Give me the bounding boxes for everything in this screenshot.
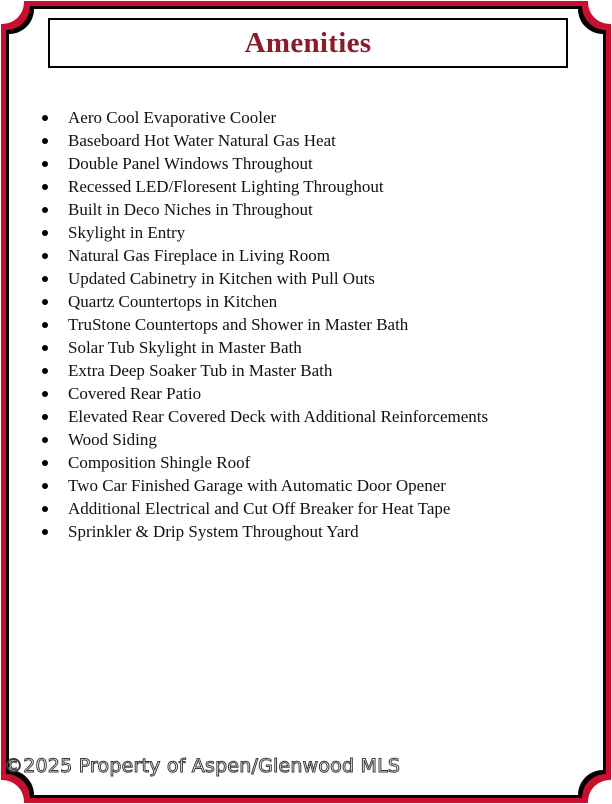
- list-item-text: Double Panel Windows Throughout: [68, 153, 313, 173]
- list-item: [38, 221, 488, 244]
- list-item: [38, 382, 488, 405]
- bullet-icon: [42, 322, 48, 328]
- list-item: [38, 290, 488, 313]
- bullet-icon: [42, 483, 48, 489]
- list-item: [38, 267, 488, 290]
- bullet-icon: [42, 437, 48, 443]
- list-item: [38, 405, 488, 428]
- bullet-icon: [42, 529, 48, 535]
- list-item-text: Built in Deco Niches in Throughout: [68, 199, 313, 219]
- list-item-text: Skylight in Entry: [68, 222, 186, 242]
- bullet-icon: [42, 161, 48, 167]
- list-item-text: Baseboard Hot Water Natural Gas Heat: [68, 130, 336, 150]
- list-item-text: Solar Tub Skylight in Master Bath: [68, 337, 302, 357]
- list-item: [38, 359, 488, 382]
- bullet-icon: [42, 506, 48, 512]
- list-item: [38, 451, 488, 474]
- bullet-icon: [42, 276, 48, 282]
- list-item: [38, 474, 488, 497]
- list-item-text: Quartz Countertops in Kitchen: [68, 291, 278, 311]
- list-item-text: Additional Electrical and Cut Off Breaker for Heat Tape: [68, 498, 451, 518]
- list-item-text: Two Car Finished Garage with Automatic Door Opener: [68, 475, 446, 495]
- watermark: ©2025 Property of Aspen/Glenwood MLS: [4, 755, 401, 777]
- list-item-text: TruStone Countertops and Shower in Master Bath: [68, 314, 409, 334]
- list-item: [38, 175, 488, 198]
- list-item-text: Updated Cabinetry in Kitchen with Pull Outs: [68, 268, 375, 288]
- list-item-text: Covered Rear Patio: [68, 383, 202, 403]
- list-item: [38, 198, 488, 221]
- page-title: Amenities: [244, 26, 372, 59]
- list-item: [38, 428, 488, 451]
- bullet-icon: [42, 184, 48, 190]
- list-item: [38, 244, 488, 267]
- bullet-icon: [42, 299, 48, 305]
- list-item-text: Natural Gas Fireplace in Living Room: [68, 245, 331, 265]
- list-item-text: Aero Cool Evaporative Cooler: [68, 107, 277, 127]
- amenity-list: [38, 106, 488, 543]
- bullet-icon: [42, 138, 48, 144]
- title-box: [48, 18, 568, 68]
- bullet-icon: [42, 368, 48, 374]
- list-item-text: Extra Deep Soaker Tub in Master Bath: [68, 360, 333, 380]
- bullet-icon: [42, 253, 48, 259]
- bullet-icon: [42, 345, 48, 351]
- list-item-text: Recessed LED/Floresent Lighting Throughout: [68, 176, 384, 196]
- list-item: [38, 106, 488, 129]
- list-item: [38, 129, 488, 152]
- list-item-text: Wood Siding: [68, 429, 157, 449]
- bullet-icon: [42, 207, 48, 213]
- list-item-text: Composition Shingle Roof: [68, 452, 251, 472]
- bullet-icon: [42, 391, 48, 397]
- list-item: [38, 336, 488, 359]
- list-item-text: Elevated Rear Covered Deck with Additional Reinforcements: [68, 406, 489, 426]
- bullet-icon: [42, 460, 48, 466]
- bullet-icon: [42, 414, 48, 420]
- list-item: [38, 313, 488, 336]
- bullet-icon: [42, 230, 48, 236]
- list-item: [38, 497, 488, 520]
- bullet-icon: [42, 115, 48, 121]
- list-item-text: Sprinkler & Drip System Throughout Yard: [68, 521, 359, 541]
- list-item: [38, 520, 488, 543]
- list-item: [38, 152, 488, 175]
